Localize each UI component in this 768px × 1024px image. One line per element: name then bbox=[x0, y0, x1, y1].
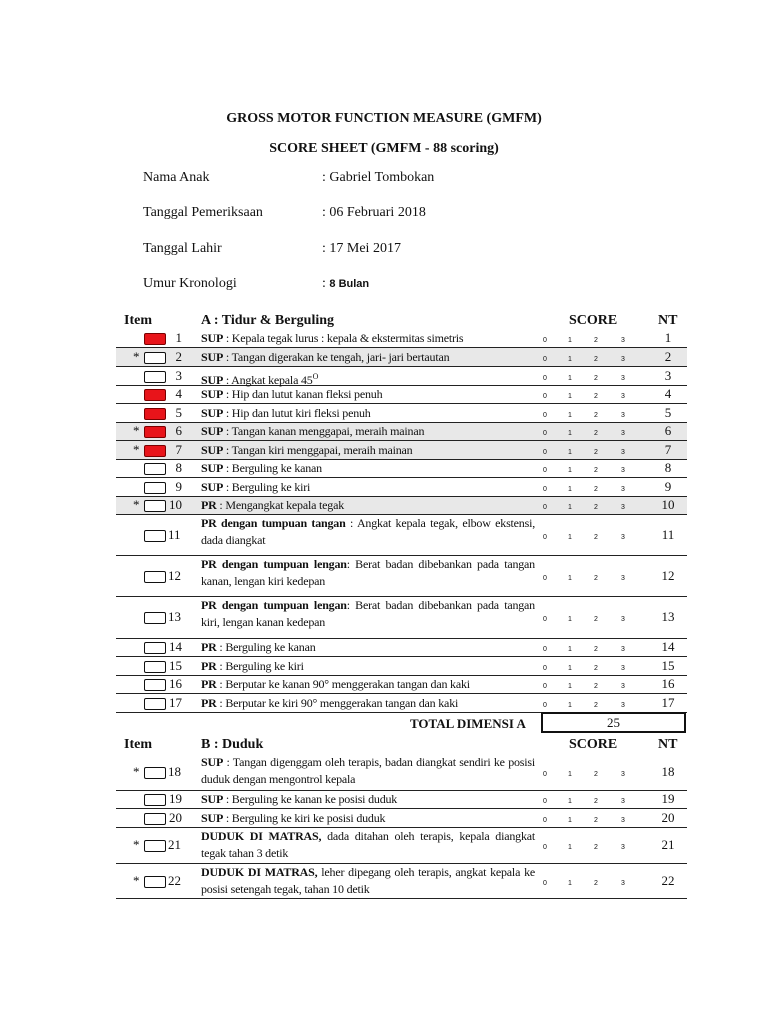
item-text: : Tangan digerakan ke tengah, jari- jari bertautan bbox=[223, 349, 450, 364]
score-option-2[interactable]: 2 bbox=[594, 393, 598, 400]
score-option-2[interactable]: 2 bbox=[594, 411, 598, 419]
score-option-2[interactable]: 2 bbox=[594, 683, 598, 690]
score-option-0[interactable]: 0 bbox=[543, 616, 547, 623]
score-option-1[interactable]: 1 bbox=[568, 798, 572, 805]
score-option-0[interactable]: 0 bbox=[543, 664, 547, 672]
item-number: 11 bbox=[168, 526, 181, 542]
item-number: 16 bbox=[169, 676, 182, 691]
score-option-0[interactable]: 0 bbox=[543, 337, 547, 344]
item-number: 10 bbox=[169, 497, 182, 512]
nt-value: 10 bbox=[661, 497, 675, 512]
item-description bbox=[201, 658, 304, 675]
total-dimensi-a-label: TOTAL DIMENSI A bbox=[410, 716, 526, 731]
score-option-2[interactable]: 2 bbox=[594, 879, 598, 887]
item-row-1 bbox=[116, 330, 687, 348]
item-description bbox=[201, 460, 322, 477]
info-value: : 17 Mei 2017 bbox=[322, 241, 401, 256]
item-code: SUP bbox=[201, 755, 224, 769]
item-row-19 bbox=[116, 791, 687, 809]
item-code: SUP bbox=[201, 349, 224, 364]
item-checkbox[interactable] bbox=[144, 482, 166, 494]
item-row-21 bbox=[116, 828, 687, 864]
score-option-2[interactable]: 2 bbox=[594, 701, 598, 709]
score-option-0[interactable]: 0 bbox=[543, 448, 547, 456]
item-text: : Angkat kepala 45 bbox=[223, 372, 313, 387]
item-code: SUP bbox=[201, 479, 224, 494]
item-number: 4 bbox=[175, 386, 182, 401]
score-option-1[interactable]: 1 bbox=[568, 879, 572, 887]
score-option-1[interactable]: 1 bbox=[568, 393, 572, 400]
item-row-8 bbox=[116, 460, 687, 478]
nt-value: 2 bbox=[664, 348, 672, 364]
score-option-2[interactable]: 2 bbox=[594, 485, 598, 493]
item-text: : Berguling ke kanan ke posisi duduk bbox=[223, 792, 398, 806]
info-label: Umur Kronologi bbox=[143, 276, 237, 291]
item-description bbox=[201, 639, 316, 656]
nt-value: 9 bbox=[664, 478, 672, 494]
item-number: 20 bbox=[169, 809, 182, 825]
item-checkbox[interactable] bbox=[144, 445, 166, 457]
score-option-2[interactable]: 2 bbox=[594, 574, 598, 582]
item-text: : Mengangkat kepala tegak bbox=[216, 498, 345, 512]
score-option-2[interactable]: 2 bbox=[594, 355, 598, 363]
section-b-nt-header: NT bbox=[658, 737, 678, 752]
item-checkbox[interactable] bbox=[144, 371, 166, 383]
item-number: 17 bbox=[169, 694, 182, 710]
score-option-2[interactable]: 2 bbox=[594, 646, 598, 653]
item-code: SUP bbox=[201, 372, 224, 387]
nt-value: 4 bbox=[664, 386, 672, 401]
score-option-2[interactable]: 2 bbox=[594, 430, 598, 437]
score-option-0[interactable]: 0 bbox=[543, 770, 547, 778]
item-number: 14 bbox=[169, 639, 182, 654]
score-sheet-subtitle: SCORE SHEET (GMFM - 88 scoring) bbox=[269, 141, 499, 156]
score-option-2[interactable]: 2 bbox=[594, 448, 598, 456]
item-code: DUDUK DI MATRAS, bbox=[201, 829, 322, 843]
score-option-0[interactable]: 0 bbox=[543, 844, 547, 851]
nt-value: 6 bbox=[664, 423, 672, 438]
score-option-3[interactable]: 3 bbox=[621, 411, 625, 419]
nt-value: 15 bbox=[661, 657, 675, 673]
item-text: : Angkat kepala tegak, elbow ekstensi, dada diangkat bbox=[201, 516, 536, 547]
item-description bbox=[201, 349, 449, 366]
item-description bbox=[201, 423, 424, 440]
item-description bbox=[201, 405, 371, 422]
item-code: PR bbox=[201, 677, 217, 691]
nt-value: 11 bbox=[661, 526, 675, 542]
item-row-6 bbox=[116, 423, 687, 441]
score-option-3[interactable]: 3 bbox=[621, 879, 625, 887]
score-option-2[interactable]: 2 bbox=[594, 816, 598, 824]
section-b-item-header: Item bbox=[124, 737, 152, 752]
item-checkbox[interactable] bbox=[144, 463, 166, 475]
item-number: 21 bbox=[168, 837, 181, 852]
item-description bbox=[201, 695, 458, 712]
score-option-0[interactable]: 0 bbox=[543, 574, 547, 582]
nt-value: 19 bbox=[661, 791, 675, 806]
item-checkbox[interactable] bbox=[144, 642, 166, 654]
score-option-3[interactable]: 3 bbox=[621, 844, 625, 851]
score-option-3[interactable]: 3 bbox=[621, 701, 625, 709]
item-checkbox[interactable] bbox=[144, 876, 166, 888]
score-option-3[interactable]: 3 bbox=[621, 770, 625, 778]
score-option-2[interactable]: 2 bbox=[594, 664, 598, 672]
score-option-2[interactable]: 2 bbox=[594, 844, 598, 851]
nt-value: 13 bbox=[661, 609, 675, 624]
score-option-1[interactable]: 1 bbox=[568, 467, 572, 474]
item-description bbox=[201, 676, 470, 693]
item-checkbox[interactable] bbox=[144, 840, 166, 852]
score-option-0[interactable]: 0 bbox=[543, 798, 547, 805]
item-code: SUP bbox=[201, 405, 224, 420]
item-description bbox=[201, 754, 535, 788]
total-dimensi-a-value: 25 bbox=[541, 712, 686, 733]
score-option-1[interactable]: 1 bbox=[568, 701, 572, 709]
score-option-0[interactable]: 0 bbox=[543, 646, 547, 653]
star-marker: * bbox=[133, 497, 140, 512]
item-checkbox[interactable] bbox=[144, 767, 166, 779]
item-number: 18 bbox=[168, 763, 181, 779]
score-option-2[interactable]: 2 bbox=[594, 770, 598, 778]
item-number: 15 bbox=[169, 657, 182, 673]
nt-value: 22 bbox=[661, 872, 675, 888]
item-code: PR bbox=[201, 498, 217, 512]
item-number: 6 bbox=[175, 423, 182, 438]
nt-value: 1 bbox=[664, 330, 672, 345]
item-number: 12 bbox=[168, 567, 181, 583]
item-code: SUP bbox=[201, 792, 224, 806]
score-option-0[interactable]: 0 bbox=[543, 485, 547, 493]
star-marker: * bbox=[133, 872, 140, 888]
item-text: : Berputar ke kiri 90° menggerakan tangan dan kaki bbox=[216, 695, 459, 710]
item-text: : Berputar ke kanan 90° menggerakan tangan dan kaki bbox=[216, 677, 470, 691]
item-text: : Tangan digenggam oleh terapis, badan diangkat sendiri ke posisi duduk dengan mengontrol kepala bbox=[201, 755, 535, 786]
score-option-0[interactable]: 0 bbox=[543, 816, 547, 824]
star-marker: * bbox=[133, 423, 140, 438]
info-value: : Gabriel Tombokan bbox=[322, 170, 435, 185]
score-option-2[interactable]: 2 bbox=[594, 533, 598, 541]
score-option-3[interactable]: 3 bbox=[621, 355, 625, 363]
score-option-3[interactable]: 3 bbox=[621, 533, 625, 541]
info-value: : 06 Februari 2018 bbox=[322, 205, 426, 220]
item-checkbox[interactable] bbox=[144, 679, 166, 691]
item-row-4 bbox=[116, 386, 687, 404]
section-a-item-header: Item bbox=[124, 313, 152, 328]
item-row-15 bbox=[116, 657, 687, 676]
info-label: Tanggal Lahir bbox=[143, 241, 222, 256]
nt-value: 16 bbox=[661, 676, 675, 691]
section-a-nt-header: NT bbox=[658, 313, 678, 328]
score-option-1[interactable]: 1 bbox=[568, 411, 572, 419]
score-option-0[interactable]: 0 bbox=[543, 683, 547, 690]
section-a-title: A : Tidur & Berguling bbox=[201, 313, 335, 328]
item-number: 7 bbox=[175, 441, 182, 457]
item-checkbox[interactable] bbox=[144, 813, 166, 825]
score-option-2[interactable]: 2 bbox=[594, 337, 598, 344]
item-description bbox=[201, 597, 535, 631]
item-code: PR bbox=[201, 640, 217, 654]
score-option-1[interactable]: 1 bbox=[568, 533, 572, 541]
info-value-bold: 8 Bulan bbox=[329, 278, 370, 290]
item-code: PR bbox=[201, 658, 217, 673]
item-checkbox[interactable] bbox=[144, 389, 166, 401]
score-option-2[interactable]: 2 bbox=[594, 798, 598, 805]
nt-value: 18 bbox=[661, 763, 675, 779]
item-number: 1 bbox=[175, 330, 182, 345]
item-text: : Berat badan dibebankan pada tangan kanan, lengan kiri kedepan bbox=[201, 557, 535, 588]
score-option-0[interactable]: 0 bbox=[543, 393, 547, 400]
score-option-2[interactable]: 2 bbox=[594, 504, 598, 511]
score-option-1[interactable]: 1 bbox=[568, 485, 572, 493]
nt-value: 3 bbox=[664, 367, 672, 383]
item-text: : Berat badan dibebankan pada tangan kiri, lengan kanan kedepan bbox=[201, 598, 535, 629]
item-row-3 bbox=[116, 367, 687, 386]
item-number: 8 bbox=[175, 460, 182, 475]
score-option-3[interactable]: 3 bbox=[621, 798, 625, 805]
item-code: PR bbox=[201, 695, 217, 710]
score-option-3[interactable]: 3 bbox=[621, 683, 625, 690]
item-number: 22 bbox=[168, 872, 181, 888]
item-description bbox=[201, 479, 310, 496]
item-code: PR dengan tumpuan lengan bbox=[201, 557, 347, 571]
item-checkbox[interactable] bbox=[144, 530, 166, 542]
score-option-0[interactable]: 0 bbox=[543, 430, 547, 437]
item-number: 9 bbox=[175, 478, 182, 494]
score-option-3[interactable]: 3 bbox=[621, 574, 625, 582]
score-option-1[interactable]: 1 bbox=[568, 355, 572, 363]
item-description bbox=[201, 497, 344, 514]
star-marker: * bbox=[133, 348, 140, 364]
item-description bbox=[201, 556, 535, 590]
item-text: : Berguling ke kiri bbox=[223, 479, 311, 494]
item-code: PR dengan tumpuan tangan bbox=[201, 516, 346, 530]
nt-value: 8 bbox=[664, 460, 672, 475]
score-option-1[interactable]: 1 bbox=[568, 430, 572, 437]
score-option-1[interactable]: 1 bbox=[568, 816, 572, 824]
item-text: : Tangan kanan menggapai, meraih mainan bbox=[223, 424, 425, 438]
info-label: Nama Anak bbox=[143, 170, 210, 185]
score-option-0[interactable]: 0 bbox=[543, 467, 547, 474]
nt-value: 5 bbox=[664, 404, 672, 420]
item-row-11 bbox=[116, 515, 687, 556]
item-text: : Berguling ke kiri bbox=[216, 658, 304, 673]
score-option-0[interactable]: 0 bbox=[543, 701, 547, 709]
item-description bbox=[201, 442, 413, 459]
item-row-2 bbox=[116, 348, 687, 367]
item-code: SUP bbox=[201, 424, 224, 438]
item-row-17 bbox=[116, 694, 687, 713]
info-label: Tanggal Pemeriksaan bbox=[143, 205, 263, 220]
score-option-0[interactable]: 0 bbox=[543, 533, 547, 541]
score-option-3[interactable]: 3 bbox=[621, 467, 625, 474]
item-checkbox[interactable] bbox=[144, 698, 166, 710]
item-text: : Berguling ke kanan bbox=[216, 640, 316, 654]
star-marker: * bbox=[133, 441, 140, 457]
score-option-0[interactable]: 0 bbox=[543, 411, 547, 419]
score-option-1[interactable]: 1 bbox=[568, 646, 572, 653]
score-option-3[interactable]: 3 bbox=[621, 816, 625, 824]
score-option-2[interactable]: 2 bbox=[594, 467, 598, 474]
score-option-1[interactable]: 1 bbox=[568, 770, 572, 778]
item-number: 19 bbox=[169, 791, 182, 806]
item-row-18 bbox=[116, 754, 687, 791]
gmfm-title: GROSS MOTOR FUNCTION MEASURE (GMFM) bbox=[226, 111, 542, 126]
score-option-1[interactable]: 1 bbox=[568, 374, 572, 382]
item-number: 13 bbox=[168, 609, 181, 624]
item-text: leher dipegang oleh terapis, angkat kepala ke posisi setengah tegak, tahan 10 detik bbox=[201, 865, 535, 896]
nt-value: 14 bbox=[661, 639, 675, 654]
item-code: SUP bbox=[201, 810, 224, 825]
item-description bbox=[201, 828, 535, 862]
item-number: 3 bbox=[175, 367, 182, 383]
score-option-3[interactable]: 3 bbox=[621, 337, 625, 344]
section-a-score-header: SCORE bbox=[569, 313, 618, 328]
item-number: 5 bbox=[175, 404, 182, 420]
item-code: SUP bbox=[201, 442, 224, 457]
nt-value: 7 bbox=[664, 441, 672, 457]
score-option-0[interactable]: 0 bbox=[543, 374, 547, 382]
score-option-1[interactable]: 1 bbox=[568, 616, 572, 623]
item-checkbox[interactable] bbox=[144, 333, 166, 345]
score-option-1[interactable]: 1 bbox=[568, 504, 572, 511]
score-option-0[interactable]: 0 bbox=[543, 504, 547, 511]
item-row-14 bbox=[116, 639, 687, 657]
item-row-12 bbox=[116, 556, 687, 597]
item-description bbox=[201, 386, 382, 403]
item-code: SUP bbox=[201, 461, 224, 475]
score-option-1[interactable]: 1 bbox=[568, 337, 572, 344]
score-option-1[interactable]: 1 bbox=[568, 844, 572, 851]
item-text: : Kepala tegak lurus : kepala & ekstermitas simetris bbox=[223, 331, 464, 345]
item-code: PR dengan tumpuan lengan bbox=[201, 598, 347, 612]
item-row-22 bbox=[116, 864, 687, 899]
item-description bbox=[201, 810, 385, 827]
score-option-3[interactable]: 3 bbox=[621, 504, 625, 511]
score-option-3[interactable]: 3 bbox=[621, 616, 625, 623]
score-option-2[interactable]: 2 bbox=[594, 616, 598, 623]
item-description bbox=[201, 515, 535, 549]
item-checkbox[interactable] bbox=[144, 426, 166, 438]
nt-value: 21 bbox=[661, 837, 675, 852]
item-checkbox[interactable] bbox=[144, 571, 166, 583]
item-code: DUDUK DI MATRAS, bbox=[201, 865, 318, 879]
score-option-3[interactable]: 3 bbox=[621, 430, 625, 437]
item-row-13 bbox=[116, 597, 687, 639]
item-row-5 bbox=[116, 404, 687, 423]
score-option-1[interactable]: 1 bbox=[568, 683, 572, 690]
item-checkbox[interactable] bbox=[144, 794, 166, 806]
score-option-0[interactable]: 0 bbox=[543, 355, 547, 363]
item-code: SUP bbox=[201, 387, 224, 401]
item-checkbox[interactable] bbox=[144, 352, 166, 364]
item-row-20 bbox=[116, 809, 687, 828]
item-checkbox[interactable] bbox=[144, 661, 166, 673]
score-option-3[interactable]: 3 bbox=[621, 448, 625, 456]
nt-value: 12 bbox=[661, 567, 675, 583]
degree-superscript: O bbox=[312, 371, 319, 381]
item-checkbox[interactable] bbox=[144, 408, 166, 420]
item-checkbox[interactable] bbox=[144, 612, 166, 624]
score-option-1[interactable]: 1 bbox=[568, 574, 572, 582]
item-row-9 bbox=[116, 478, 687, 497]
score-option-0[interactable]: 0 bbox=[543, 879, 547, 887]
item-text: : Berguling ke kiri ke posisi duduk bbox=[223, 810, 386, 825]
item-description bbox=[201, 791, 397, 808]
item-number: 2 bbox=[175, 348, 182, 364]
score-option-3[interactable]: 3 bbox=[621, 393, 625, 400]
score-option-3[interactable]: 3 bbox=[621, 485, 625, 493]
item-description bbox=[201, 864, 535, 898]
score-option-3[interactable]: 3 bbox=[621, 646, 625, 653]
item-text: : Tangan kiri menggapai, meraih mainan bbox=[223, 442, 413, 457]
section-b-score-header: SCORE bbox=[569, 737, 618, 752]
item-row-7 bbox=[116, 441, 687, 460]
star-marker: * bbox=[133, 763, 140, 779]
score-option-2[interactable]: 2 bbox=[594, 374, 598, 382]
item-checkbox[interactable] bbox=[144, 500, 166, 512]
item-row-10 bbox=[116, 497, 687, 515]
info-value: : 8 Bulan bbox=[322, 276, 370, 291]
score-option-1[interactable]: 1 bbox=[568, 664, 572, 672]
score-option-3[interactable]: 3 bbox=[621, 374, 625, 382]
item-text: : Hip dan lutut kanan fleksi penuh bbox=[223, 387, 383, 401]
score-option-1[interactable]: 1 bbox=[568, 448, 572, 456]
item-text: : Berguling ke kanan bbox=[223, 461, 322, 475]
score-option-3[interactable]: 3 bbox=[621, 664, 625, 672]
star-marker: * bbox=[133, 837, 140, 852]
item-code: SUP bbox=[201, 331, 224, 345]
item-row-16 bbox=[116, 676, 687, 694]
item-description bbox=[201, 330, 463, 347]
section-b-title: B : Duduk bbox=[201, 737, 264, 752]
item-text: : Hip dan lutut kiri fleksi penuh bbox=[223, 405, 371, 420]
nt-value: 20 bbox=[661, 809, 675, 825]
nt-value: 17 bbox=[661, 694, 675, 710]
item-text: dada ditahan oleh terapis, kepala diangkat tegak tahan 3 detik bbox=[201, 829, 536, 860]
